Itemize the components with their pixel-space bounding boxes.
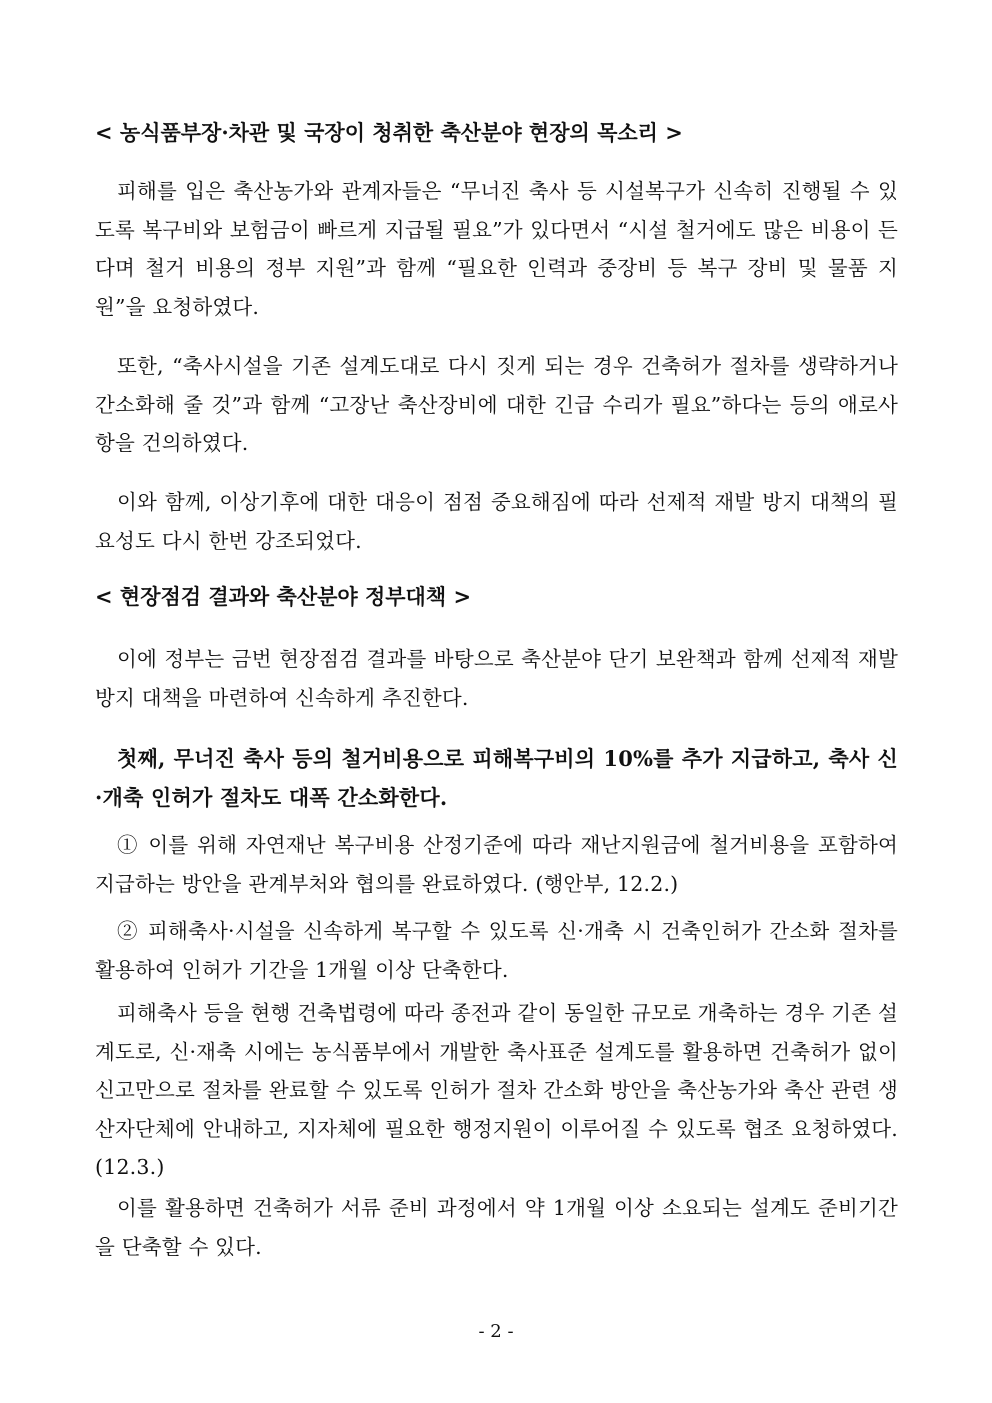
list-item-demolition-cost: ① 이를 위해 자연재난 복구비용 산정기준에 따라 재난지원금에 철거비용을 포함하여 지급하는 방안을 관계부처와 협의를 완료하였다. (행안부, 12.2.) <box>95 833 898 896</box>
paragraph-permit-requests: 또한, “축사시설을 기존 설계도대로 다시 짓게 되는 경우 건축허가 절차를 생략하거나 간소화해 줄 것”과 함께 “고장난 축산장비에 대한 긴급 수리가 필요”하다는 등의 애로사항을 건의하였다. <box>95 354 898 455</box>
section-heading-field-voices: < 농식품부장·차관 및 국장이 청취한 축산분야 현장의 목소리 > <box>95 120 683 145</box>
paragraph-closing: 이를 활용하면 건축허가 서류 준비 과정에서 약 1개월 이상 소요되는 설계도 준비기간을 단축할 수 있다. <box>95 1196 898 1259</box>
paragraph-prevention-emphasis: 이와 함께, 이상기후에 대한 대응이 점점 중요해짐에 따라 선제적 재발 방지 대책의 필요성도 다시 한번 강조되었다. <box>95 490 898 553</box>
paragraph-first-measure: 첫째, 무너진 축사 등의 철거비용으로 피해복구비의 10%를 추가 지급하고, 축사 신·개축 인허가 절차도 대폭 간소화한다. <box>95 746 898 810</box>
paragraph-farmer-requests: 피해를 입은 축산농가와 관계자들은 “무너진 축사 등 시설복구가 신속히 진행될 수 있도록 복구비와 보험금이 빠르게 지급될 필요”가 있다면서 “시설 철거에도 많은 비용이 든다며 철거 비용의 정부 지원”과 함께 “필요한 인력과 중장비 등 복구 장비 및 물품 지원”을 요청하였다. <box>95 179 898 319</box>
paragraph-permit-details: 피해축사 등을 현행 건축법령에 따라 종전과 같이 동일한 규모로 개축하는 경우 기존 설계도로, 신·재축 시에는 농식품부에서 개발한 축사표준 설계도를 활용하면 건축허가 없이 신고만으로 절차를 완료할 수 있도록 인허가 절차 간소화 방안을 축산농가와 축산 관련 생산자단체에 안내하고, 지자체에 필요한 행정지원이 이루어질 수 있도록 협조 요청하였다.(12.3.) <box>95 1001 898 1179</box>
section-heading-government-measures: < 현장점검 결과와 축산분야 정부대책 > <box>95 584 472 609</box>
list-item-permit-shortening: ② 피해축사·시설을 신속하게 복구할 수 있도록 신·개축 시 건축인허가 간소화 절차를 활용하여 인허가 기간을 1개월 이상 단축한다. <box>95 919 898 982</box>
page-number: - 2 - <box>478 1321 514 1342</box>
paragraph-government-intro: 이에 정부는 금번 현장점검 결과를 바탕으로 축산분야 단기 보완책과 함께 선제적 재발방지 대책을 마련하여 신속하게 추진한다. <box>95 647 898 710</box>
